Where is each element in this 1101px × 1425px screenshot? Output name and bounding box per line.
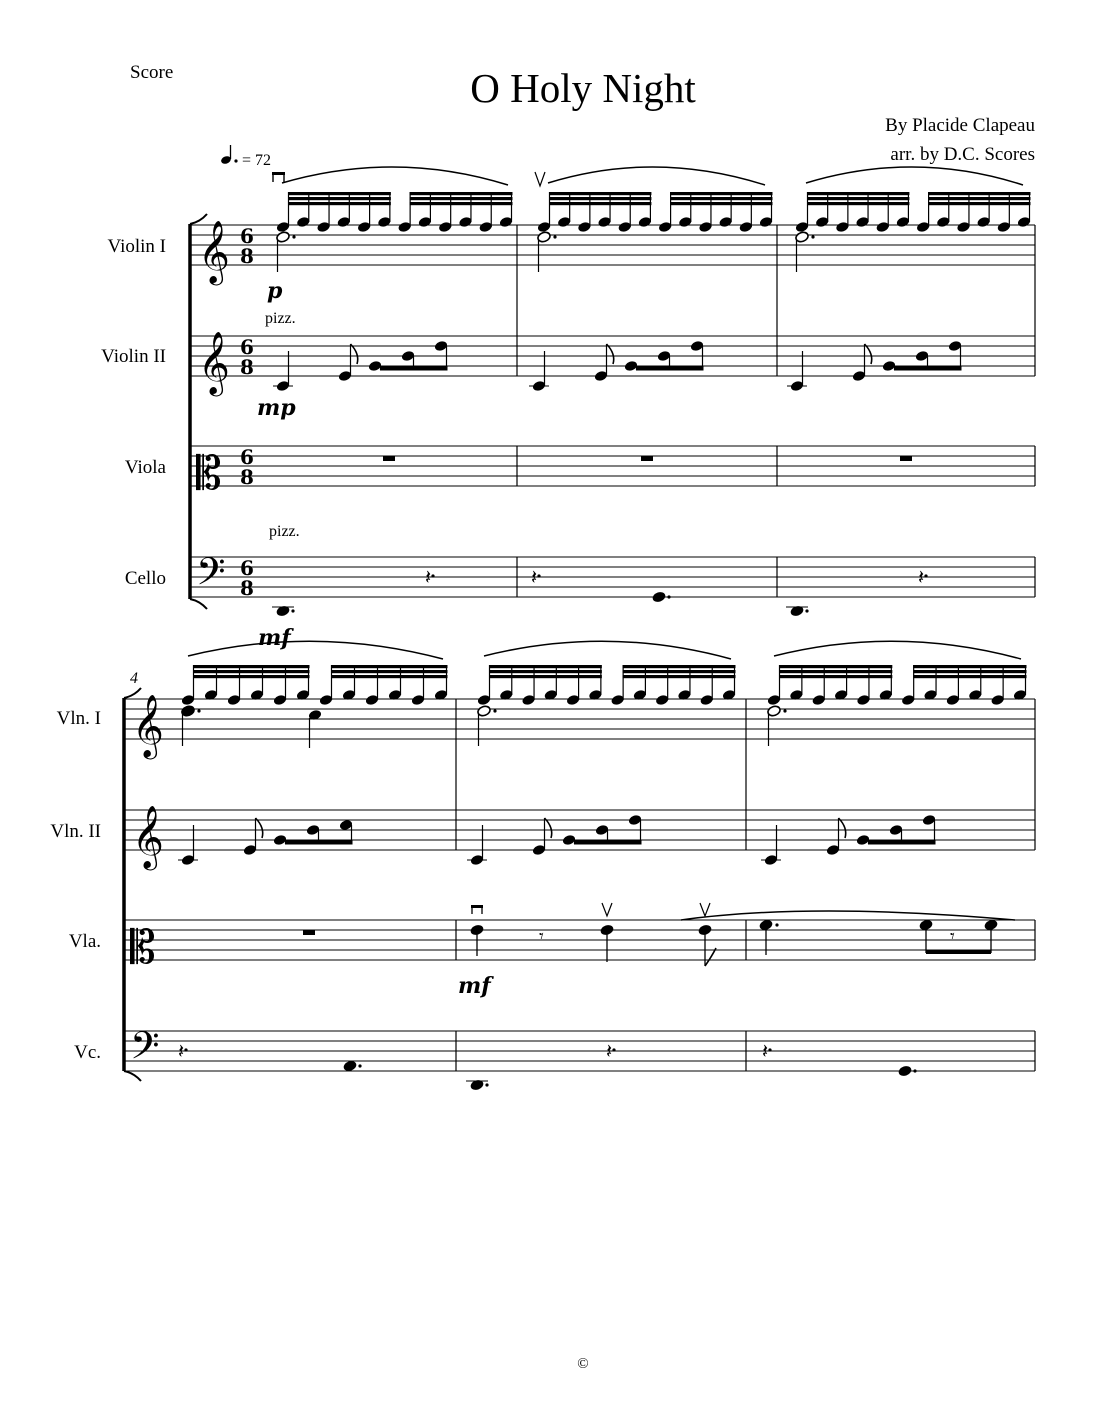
instrument-short-viola: Vla. (68, 931, 101, 952)
alto-clef-icon: 𝄡 (130, 920, 156, 974)
system-2 (50, 641, 1035, 1091)
staff-lines-viola (190, 446, 1035, 486)
violin-1-notes-system-2 (181, 665, 1028, 748)
slurs-system-1 (282, 167, 1023, 185)
barlines-system-1 (190, 225, 1035, 597)
svg-text:6: 6 (240, 224, 254, 248)
instrument-name-violin-1: Violin I (107, 236, 166, 257)
measure-number: 4 (130, 670, 138, 687)
svg-text:8: 8 (240, 244, 254, 268)
dynamic-violin-1: p (267, 278, 283, 304)
treble-clef-icon: 𝄞 (132, 694, 164, 757)
dynamic-violin-2: mp (257, 395, 296, 421)
instrument-name-violin-2: Violin II (101, 346, 166, 367)
viola-notes-system-2 (303, 903, 999, 999)
svg-text:𝄾: 𝄾 (539, 926, 544, 947)
svg-text:𝄽: 𝄽 (762, 1039, 769, 1063)
svg-text:8: 8 (240, 355, 254, 379)
staff-lines-cello (190, 557, 1035, 597)
svg-text:𝄽: 𝄽 (606, 1039, 613, 1063)
system-1 (101, 145, 1035, 651)
instrument-short-cello: Vc. (74, 1042, 101, 1063)
alto-clef-icon: 𝄡 (196, 446, 222, 500)
technique-cello: pizz. (269, 523, 300, 540)
instrument-name-viola: Viola (124, 457, 166, 478)
copyright-symbol: © (577, 1356, 589, 1372)
composer-credit: By Placide Clapeau (885, 115, 1035, 136)
time-signatures (240, 224, 254, 600)
svg-text:𝄽: 𝄽 (425, 565, 432, 589)
svg-text:𝄽: 𝄽 (531, 565, 538, 589)
svg-text:𝄾: 𝄾 (950, 926, 955, 947)
down-bow-icon (272, 172, 285, 182)
bass-clef-icon: 𝄢 (196, 549, 226, 603)
arranger-credit: arr. by D.C. Scores (890, 144, 1035, 165)
cello-notes-system-1 (272, 565, 928, 618)
staff-lines-cello-sys2 (124, 1031, 1035, 1071)
cello-notes-system-2 (178, 1039, 917, 1092)
slurs-system-2 (188, 641, 1021, 920)
svg-text:𝄽: 𝄽 (178, 1039, 185, 1063)
svg-text:8: 8 (240, 465, 254, 489)
instrument-short-violin-1: Vln. I (56, 708, 101, 729)
staff-lines-violin-1 (190, 225, 1035, 265)
violin-1-notes-system-1 (276, 192, 1032, 272)
treble-clef-icon: 𝄞 (198, 331, 230, 394)
svg-text:8: 8 (240, 576, 254, 600)
tempo-value: = 72 (242, 152, 272, 169)
svg-text:𝄽: 𝄽 (918, 565, 925, 589)
page-title: O Holy Night (470, 65, 696, 111)
tempo-marking (220, 145, 271, 169)
treble-clef-icon: 𝄞 (132, 805, 164, 868)
score-label: Score (130, 62, 174, 83)
instrument-short-violin-2: Vln. II (50, 821, 101, 842)
viola-rests-system-1 (383, 456, 912, 461)
dynamic-cello: mf (258, 625, 291, 651)
up-bow-icon (535, 172, 545, 186)
svg-text:6: 6 (240, 335, 254, 359)
staff-lines-viola-sys2 (124, 920, 1035, 960)
svg-text:6: 6 (240, 445, 254, 469)
bass-clef-icon: 𝄢 (130, 1023, 160, 1077)
technique-violin-2: pizz. (265, 310, 296, 327)
instrument-name-cello: Cello (124, 568, 166, 589)
treble-clef-icon: 𝄞 (198, 220, 230, 283)
svg-text:6: 6 (240, 556, 254, 580)
barlines-system-2 (124, 699, 1035, 1071)
dynamic-viola: mf (458, 973, 491, 999)
staff-lines-violin-1-sys2 (124, 699, 1035, 739)
